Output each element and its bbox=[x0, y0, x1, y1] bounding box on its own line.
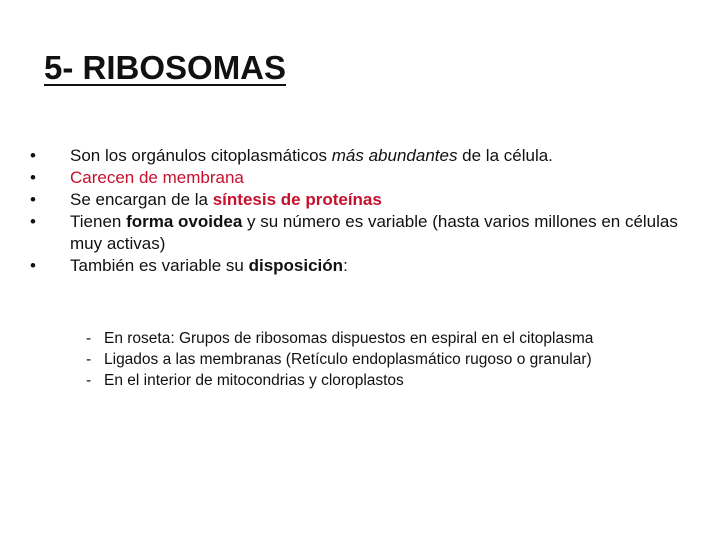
slide-title: 5- RIBOSOMAS bbox=[44, 49, 287, 86]
dash-icon: - bbox=[86, 330, 92, 347]
bullet-icon: • bbox=[30, 212, 36, 231]
sub-list-item: - En el interior de mitocondrias y cloroplastos bbox=[86, 372, 404, 389]
dash-icon: - bbox=[86, 351, 92, 368]
bullet-icon: • bbox=[30, 146, 36, 165]
bullet-item: • Se encargan de la síntesis de proteínas bbox=[30, 190, 382, 209]
bullet-item: • Tienen forma ovoidea y su número es variable (hasta varios millones en células muy activas) bbox=[30, 212, 678, 253]
bullet-item: • También es variable su disposición: bbox=[30, 256, 348, 275]
bullet-icon: • bbox=[30, 168, 36, 187]
bullet-icon: • bbox=[30, 190, 36, 209]
dash-icon: - bbox=[86, 372, 92, 389]
highlight-text: Carecen de membrana bbox=[70, 168, 244, 187]
bold-text: disposición bbox=[248, 256, 344, 275]
highlight-text: síntesis de proteínas bbox=[212, 190, 382, 209]
sub-list bbox=[86, 328, 696, 391]
bullet-list bbox=[30, 145, 690, 277]
emphasis-text: más abundantes bbox=[331, 146, 458, 165]
bullet-item: • Son los orgánulos citoplasmáticos más abundantes de la célula. bbox=[30, 146, 553, 165]
bold-text: forma ovoidea bbox=[126, 212, 243, 231]
bullet-icon: • bbox=[30, 256, 36, 275]
sub-list-item: - Ligados a las membranas (Retículo endoplasmático rugoso o granular) bbox=[86, 351, 592, 368]
bullet-item bbox=[30, 167, 690, 189]
sub-list-item: - En roseta: Grupos de ribosomas dispuestos en espiral en el citoplasma bbox=[86, 330, 594, 347]
